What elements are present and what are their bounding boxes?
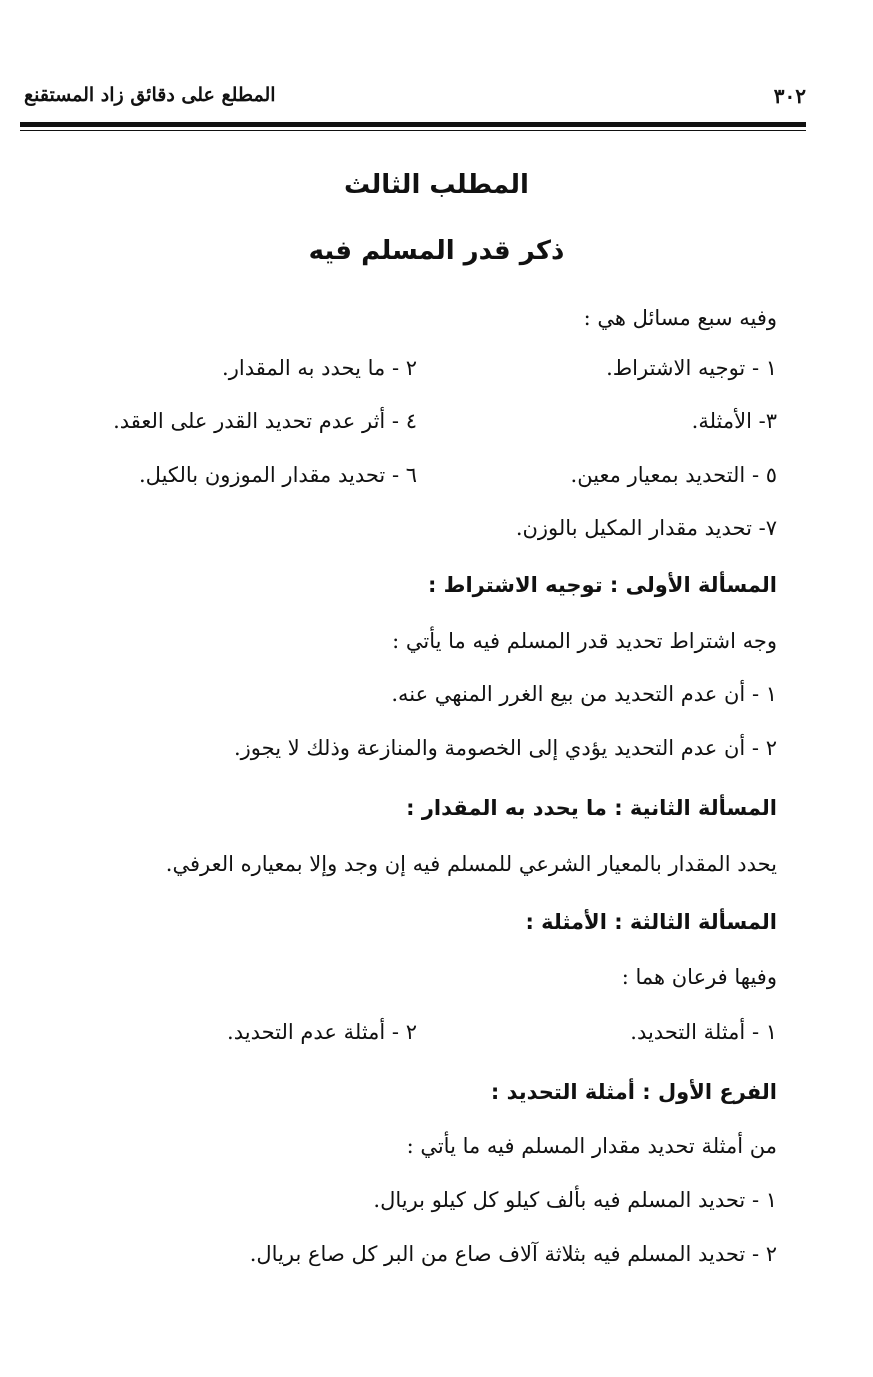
issue1-lead: وجه اشتراط تحديد قدر المسلم فيه ما يأتي : xyxy=(392,629,777,653)
issue1-point-2: ٢ - أن عدم التحديد يؤدي إلى الخصومة والمنازعة وذلك لا يجوز. xyxy=(233,736,777,760)
issue1-point-1: ١ - أن عدم التحديد من بيع الغرر المنهي عنه. xyxy=(391,682,777,706)
issue2-text: يحدد المقدار بالمعيار الشرعي للمسلم فيه إن وجد وإلا بمعياره العرفي. xyxy=(165,852,777,876)
branch1-example-2: ٢ - تحديد المسلم فيه بثلاثة آلاف صاع من البر كل صاع بريال. xyxy=(249,1242,777,1266)
branch1-example-1: ١ - تحديد المسلم فيه بألف كيلو كل كيلو بريال. xyxy=(373,1188,777,1212)
issue-item-7: ٧- تحديد مقدار المكيل بالوزن. xyxy=(515,516,777,540)
issue-item-4: ٤ - أثر عدم تحديد القدر على العقد. xyxy=(113,409,417,433)
issue-item-5: ٥ - التحديد بمعيار معين. xyxy=(570,463,777,487)
branch1-lead: من أمثلة تحديد مقدار المسلم فيه ما يأتي : xyxy=(406,1134,777,1158)
header-rule-thick xyxy=(20,122,806,127)
section-subtitle: ذكر قدر المسلم فيه xyxy=(308,236,565,266)
running-title: المطلع على دقائق زاد المستقنع xyxy=(24,84,276,106)
issue3-heading: المسألة الثالثة : الأمثلة : xyxy=(525,910,777,934)
issue3-lead: وفيها فرعان هما : xyxy=(621,965,777,989)
page-header xyxy=(24,82,806,112)
issue-item-6: ٦ - تحديد مقدار الموزون بالكيل. xyxy=(139,463,417,487)
issue3-branch-1: ١ - أمثلة التحديد. xyxy=(630,1020,777,1044)
issue2-heading: المسألة الثانية : ما يحدد به المقدار : xyxy=(406,796,777,820)
intro-text: وفيه سبع مسائل هي : xyxy=(583,306,777,330)
issue-item-2: ٢ - ما يحدد به المقدار. xyxy=(222,356,417,380)
section-title: المطلب الثالث xyxy=(344,170,529,200)
issue1-heading: المسألة الأولى : توجيه الاشتراط : xyxy=(427,573,777,597)
issue3-branch-2: ٢ - أمثلة عدم التحديد. xyxy=(227,1020,417,1044)
branch1-heading: الفرع الأول : أمثلة التحديد : xyxy=(490,1080,777,1104)
page-number: ٣٠٢ xyxy=(773,84,806,108)
issue-item-1: ١ - توجيه الاشتراط. xyxy=(606,356,777,380)
issue-item-3: ٣- الأمثلة. xyxy=(691,409,777,433)
header-rule-thin xyxy=(20,130,806,131)
